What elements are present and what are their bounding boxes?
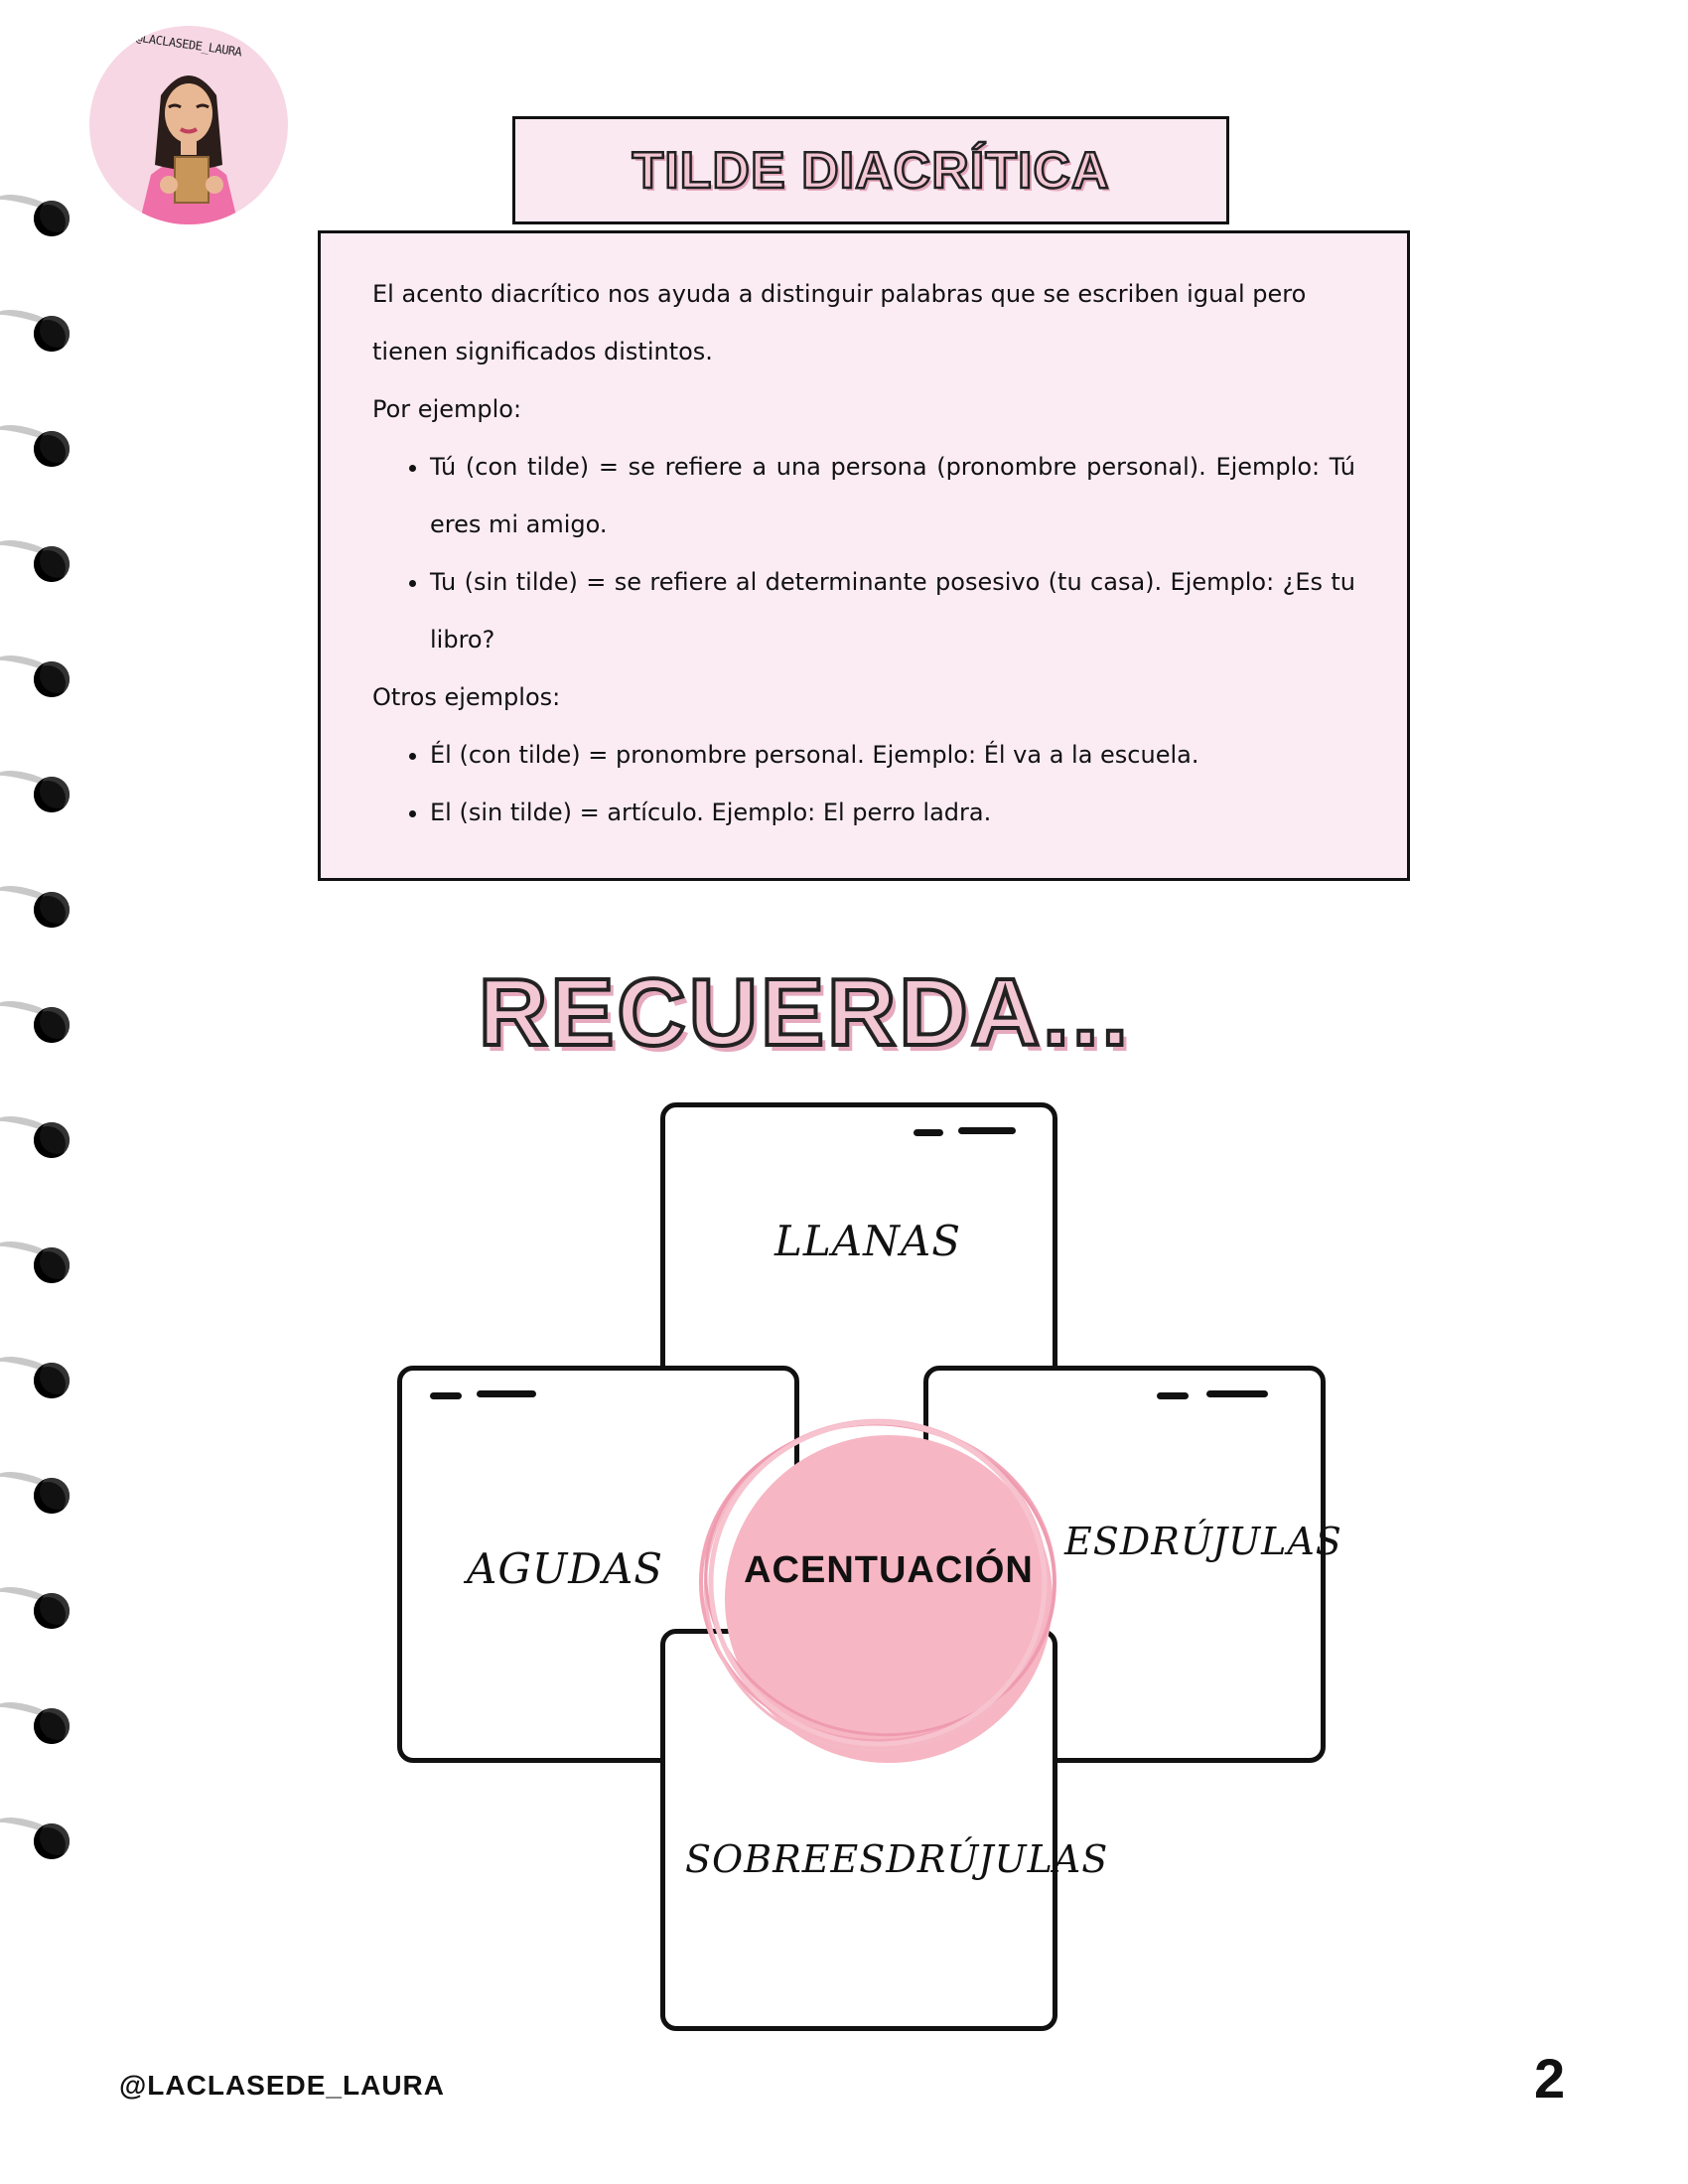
spiral-ring: [0, 1241, 79, 1285]
title-box: [512, 116, 1229, 224]
page-number: 2: [1534, 2047, 1566, 2110]
label-esdrujulas: ESDRÚJULAS: [1064, 1520, 1342, 1563]
avatar-handle: @LACLASEDE_LAURA: [134, 30, 243, 60]
examples-list-2: [372, 726, 1355, 841]
teacher-illustration-icon: [89, 26, 288, 224]
spiral-ring: [0, 1472, 79, 1516]
por-ejemplo-label: Por ejemplo:: [372, 395, 522, 423]
spiral-ring: [0, 425, 79, 469]
spiral-ring: [0, 1702, 79, 1746]
spiral-ring: [0, 195, 79, 238]
spiral-ring: [0, 1001, 79, 1045]
avatar: [89, 26, 288, 224]
spiral-ring: [0, 655, 79, 699]
spiral-ring: [0, 1587, 79, 1631]
list-item: • Tu (sin tilde) = se refiere al determinante posesivo (tu casa). Ejemplo: ¿Es tu libro?: [430, 553, 1355, 668]
spiral-ring: [0, 1357, 79, 1400]
spiral-ring: [0, 886, 79, 930]
intro-text: El acento diacrítico nos ayuda a distinguir palabras que se escriben igual pero tienen significados distintos.: [372, 280, 1307, 365]
info-box: [318, 230, 1410, 881]
examples-list-1: [372, 438, 1355, 668]
center-label: ACENTUACIÓN: [744, 1549, 1034, 1591]
footer-handle: @LACLASEDE_LAURA: [119, 2070, 445, 2101]
label-llanas: LLANAS: [774, 1217, 961, 1265]
spiral-ring: [0, 771, 79, 814]
label-agudas: AGUDAS: [467, 1544, 664, 1593]
list-item: • Él (con tilde) = pronombre personal. Ejemplo: Él va a la escuela.: [430, 726, 1355, 784]
recuerda-heading: RECUERDA...: [479, 959, 1132, 1066]
page-title: TILDE DIACRÍTICA: [632, 141, 1110, 200]
list-item: • El (sin tilde) = artículo. Ejemplo: El perro ladra.: [430, 784, 1355, 841]
spiral-ring: [0, 310, 79, 354]
list-item: • Tú (con tilde) = se refiere a una persona (pronombre personal). Ejemplo: Tú eres mi amigo.: [430, 438, 1355, 553]
spiral-ring: [0, 1818, 79, 1861]
label-sobreesdrujulas: SOBREESDRÚJULAS: [685, 1837, 1109, 1881]
spiral-ring: [0, 540, 79, 584]
otros-ejemplos-label: Otros ejemplos:: [372, 683, 561, 711]
spiral-ring: [0, 1116, 79, 1160]
